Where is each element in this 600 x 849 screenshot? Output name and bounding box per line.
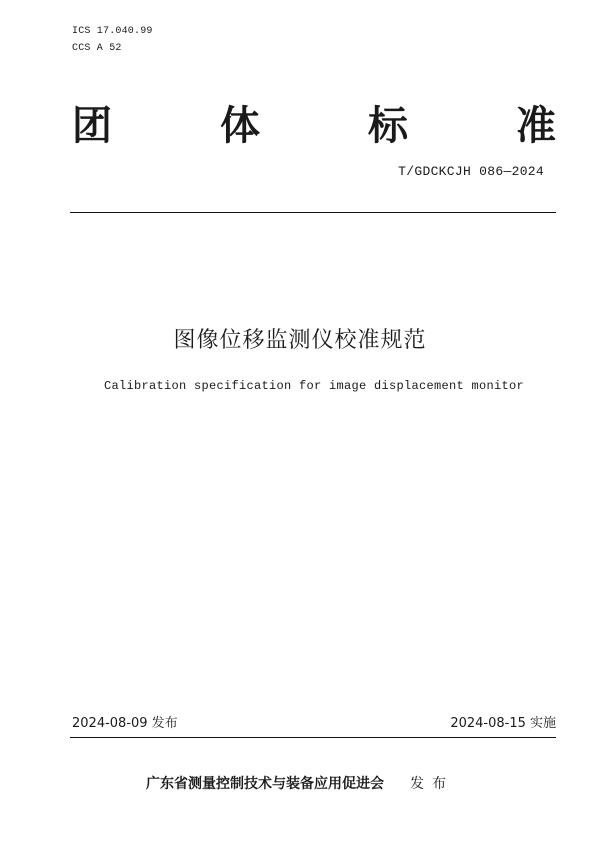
bottom-divider — [70, 737, 556, 738]
publisher-name: 广东省测量控制技术与装备应用促进会 — [146, 776, 384, 792]
publisher-line — [0, 774, 600, 794]
standard-type-char-1: 团 — [72, 103, 112, 149]
title-english: Calibration specification for image displacement monitor — [103, 379, 525, 393]
standard-type-char-3: 标 — [368, 103, 408, 149]
title-chinese: 图像位移监测仪校准规范 — [173, 328, 427, 353]
standard-type-char-4: 准 — [516, 103, 556, 149]
publish-label: 发布 — [410, 776, 454, 792]
standard-type-heading — [72, 100, 556, 152]
ics-code: ICS 17.040.99 — [72, 26, 153, 37]
issue-date: 2024-08-09 发布 — [72, 716, 178, 731]
standard-number: T/GDCKCJH 086—2024 — [398, 164, 544, 179]
top-divider — [70, 212, 556, 213]
ccs-code: CCS A 52 — [72, 43, 122, 54]
standard-type-char-2: 体 — [220, 103, 260, 149]
implementation-date: 2024-08-15 实施 — [450, 716, 556, 731]
